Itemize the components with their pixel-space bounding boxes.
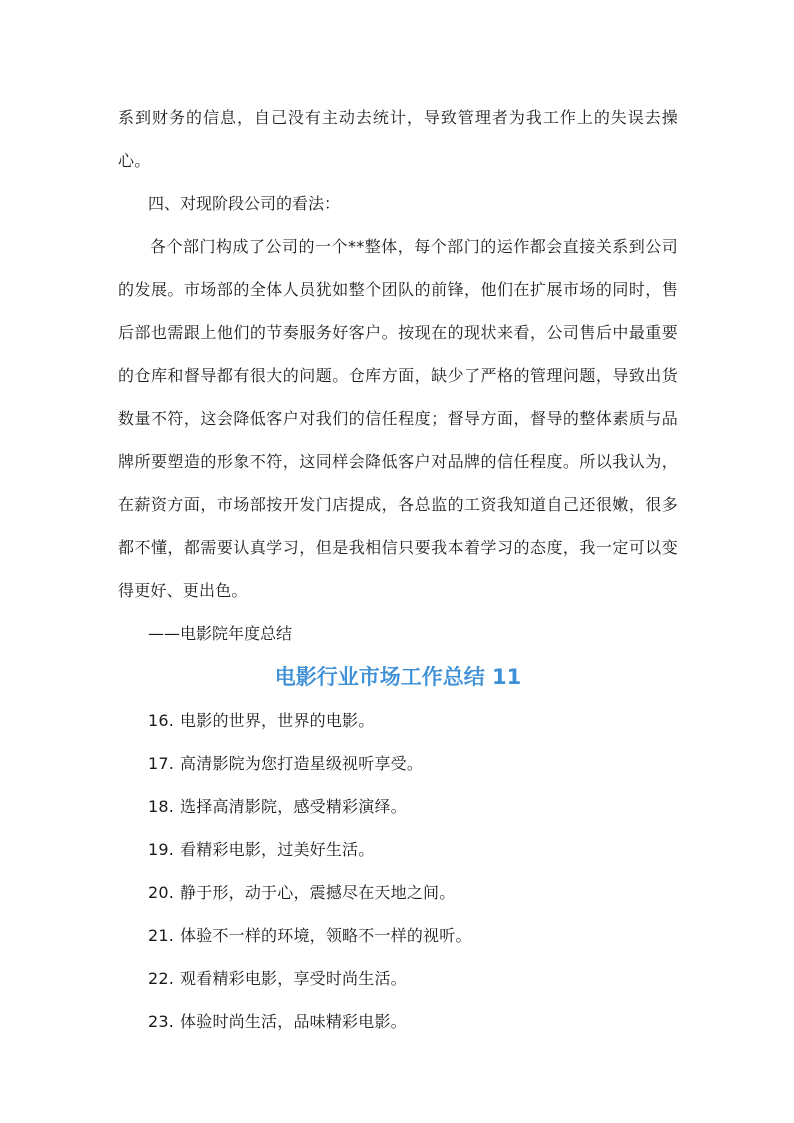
list-item xyxy=(118,699,678,742)
list-item-text: 看精彩电影，过美好生活。 xyxy=(180,840,375,859)
continuation-paragraph: 系到财务的信息，自己没有主动去统计，导致管理者为我工作上的失误去操心。 xyxy=(118,108,678,170)
list-item-number: 16. xyxy=(148,711,175,730)
document-page xyxy=(118,96,678,1043)
list-item-text: 选择高清影院，感受精彩演绎。 xyxy=(180,797,407,816)
list-item-text: 体验时尚生活，品味精彩电影。 xyxy=(180,1012,407,1031)
list-item xyxy=(118,785,678,828)
list-item-text: 高清影院为您打造星级视听享受。 xyxy=(180,754,424,773)
list-item-number: 20. xyxy=(148,883,175,902)
signature-line: ——电影院年度总结 xyxy=(148,624,293,643)
list-item-text: 电影的世界，世界的电影。 xyxy=(180,711,375,730)
list-item-text: 观看精彩电影，享受时尚生活。 xyxy=(180,969,407,988)
section-four-body: 各个部门构成了公司的一个**整体，每个部门的运作都会直接关系到公司的发展。市场部的全体人员犹如整个团队的前锋，他们在扩展市场的同时，售后部也需跟上他们的节奏服务好客户。按现在的现状来看，公司售后中最重要的仓库和督导都有很大的问题。仓库方面，缺少了严格的管理问题，导致出货数量不符，这会降低客户对我们的信任程度；督导方面，督导的整体素质与品牌所要塑造的形象不符，这同样会降低客户对品牌的信任程度。所以我认为，在薪资方面，市场部按开发门店提成，各总监的工资我知道自己还很嫩，很多都不懂，都需要认真学习，但是我相信只要我本着学习的态度，我一定可以变得更好、更出色。 xyxy=(118,237,678,600)
list-item-text: 静于形，动于心，震撼尽在天地之间。 xyxy=(180,883,456,902)
list-item xyxy=(118,828,678,871)
list-item-number: 22. xyxy=(148,969,175,988)
section-four-heading: 四、对现阶段公司的看法： xyxy=(148,194,341,213)
list-item xyxy=(118,1000,678,1043)
section-title: 电影行业市场工作总结 11 xyxy=(274,665,522,689)
list-item-number: 21. xyxy=(148,926,175,945)
list-item-number: 19. xyxy=(148,840,175,859)
list-item-number: 23. xyxy=(148,1012,175,1031)
list-item xyxy=(118,742,678,785)
list-item-number: 17. xyxy=(148,754,175,773)
list-item xyxy=(118,957,678,1000)
list-item-text: 体验不一样的环境，领略不一样的视听。 xyxy=(180,926,472,945)
list-item-number: 18. xyxy=(148,797,175,816)
list-item xyxy=(118,871,678,914)
list-item xyxy=(118,914,678,957)
slogan-list xyxy=(118,699,678,1043)
